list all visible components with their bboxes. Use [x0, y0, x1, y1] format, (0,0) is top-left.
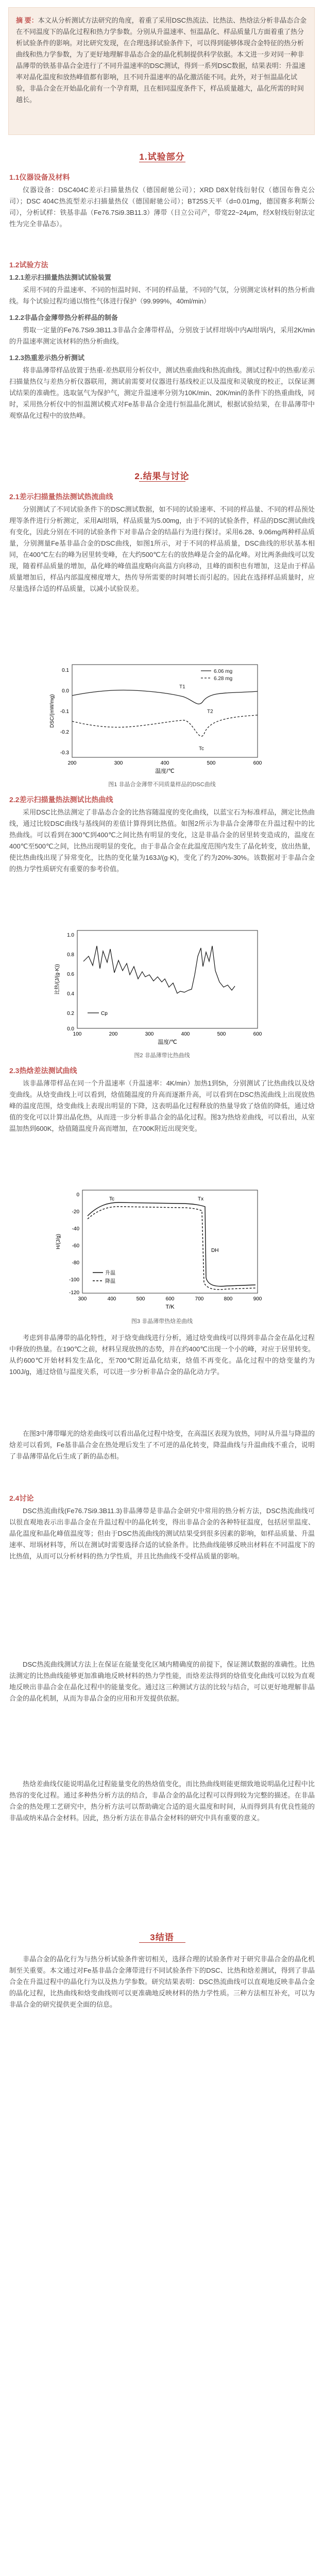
figure-3-legend-1: 升温 [105, 1270, 115, 1276]
figure-1-svg [46, 659, 278, 778]
figure-1-caption: 图1 非晶合金薄带不同质量样品的DSC曲线 [108, 782, 216, 788]
figure-3-x-tick: 700 [195, 1296, 204, 1302]
figure-3-y-tick: 0 [76, 1192, 79, 1198]
figure-1-xlabel: 温度/℃ [155, 768, 175, 774]
figure-3-plot-frame [82, 1190, 258, 1293]
figure-1-x-ticks [68, 760, 262, 766]
figure-1-y-tick: -0.3 [60, 750, 69, 756]
figure-1-x-tick: 400 [160, 760, 169, 766]
figure-3-y-tick: -100 [69, 1277, 79, 1283]
figure-2-x-tick: 300 [145, 1031, 154, 1037]
figure-1-x-tick: 500 [207, 760, 216, 766]
figure-2-xlabel: 温度/℃ [158, 1039, 177, 1045]
figure-3-y-tick: -120 [69, 1290, 79, 1296]
section-1-title: 1.试验部分 [139, 152, 185, 162]
figure-2-x-tick: 600 [253, 1031, 262, 1037]
figure-3-y-ticks [69, 1192, 79, 1296]
section-2-3-heading: 2.3热焓差法测试曲线 [9, 1066, 77, 1075]
section-2-2-text: 采用DSC比热法测定了非晶态合金的比热容随温度的变化曲线，以蓝宝石为标准样品，测定比热曲线，通过比较DSC曲线与基线间的差值计算得到比热值。如图2所示为非晶合金薄带在升温过程中的比热曲线。可以看到在300℃到400℃之间比热有明显的变化，这是非晶合金的居里转变造成的，温度在400℃至500℃之间，比热出现明显的变化，由于非晶合金在此温度范围内发生了晶化转变，放出热量，使比热曲线出现了异常变化，比热的变化量为163J/(g·K)，变化了约为20%-30%。该数据对于非晶合金的热力学性质研究有重要的参考价值。 [9, 808, 315, 873]
abstract-box [8, 7, 315, 135]
figure-2-x-tick: 500 [217, 1031, 226, 1037]
section-2-2-heading: 2.2差示扫描量热法测试比热曲线 [9, 795, 113, 804]
figure-3-x-tick: 600 [165, 1296, 175, 1302]
section-2-1-text: 分别测试了不同试验条件下的DSC测试数据，如不同的试验速率、不同的样品量、不同的样品预处理等条件进行分析测定，采用Al坩埚，样品质量为5.00mg，由于不同的试验条件，样品的DSC测试曲线有变化，因此分别在不同的试验条件下对非晶合金的结晶行为进行探讨。采用6.28、9.06mg两种样品质量，分别测量Fe基非晶合金的DSC曲线，如图1所示，对于不同的样品质量，DSC曲线的形状基本相同，在400℃左右的峰为居里转变峰，在大约500℃左右的放热峰是合金的晶化峰。对比两条曲线可以发现，随着样品质量的增加，晶化峰的峰值温度略向高温方向移动，且峰的面积也有增加，这是由于样品质量增加后，样品内部温度梯度增大，热传导所需要的时间增长而引起的。因此在选择样品质量时，应尽量选择合适的样品质量，以减小试验误差。 [9, 505, 315, 592]
figure-2-y-tick: 0.8 [67, 952, 74, 958]
section-3-divider [139, 1942, 185, 1943]
figure-2-x-ticks [73, 1031, 262, 1037]
figure-2-y-tick: 1.0 [67, 933, 74, 938]
figure-3-x-tick: 900 [253, 1296, 262, 1302]
figure-2-x-tick: 200 [109, 1031, 118, 1037]
section-2-4-text-2: DSC热流曲线测试方法上在保证在能量变化区域内精确度的前提下，保证测试数据的准确性。比热法测定的比热曲线能够更加准确地反映材料的热力学性能，而焓差法得到的焓值变化曲线可以较为直观地反映出非晶合金在晶化过程中的能量变化。通过这三种测试方法的比较与结合，可以更好地理解非晶合金的晶化机制，从而为非晶合金的应用和开发提供依据。 [9, 1660, 315, 1702]
figure-1-y-tick: 0.0 [62, 688, 69, 694]
figure-2 [52, 925, 273, 1049]
section-1-1-heading: 1.1仪器设备及材料 [9, 173, 70, 181]
figure-2-y-tick: 0.0 [67, 1026, 74, 1032]
section-1-2-2-heading: 1.2.2非晶合金薄带热分析样品的制备 [9, 314, 118, 321]
section-2-divider [139, 481, 185, 482]
section-2-3-text-3: 在图3中薄带曝光的焓差曲线可以看出晶化过程中焓变，在高温区表现为放热，同时从升温与降温的焓差可以看到，Fe基非晶合金在热处理后发生了不可逆的晶化转变，降温曲线与升温曲线不重合，说明了非晶薄带晶化后生成了新的晶态相。 [9, 1430, 315, 1460]
section-1-2-3-text: 将非晶薄带样品放置于热重-差热联用分析仪中，测试热重曲线和热流曲线。测试过程中的热重/差示扫描量热仪与差热分析仪器联用，测试前需要对仪器进行基线校正以及温度和灵敏度的校正，以保证测试结果的准确性。选取氩气为保护气，测定升温速率分别为10K/min、20K/min的条件下的热重曲线，同时，采用热分析仪中的恒温测试模式对Fe基非晶合金进行恒温晶化测试，根据试验结果，在非晶薄带中观察晶化过程中的放热峰。 [9, 366, 315, 419]
figure-1-legend-1: 6.06 mg [214, 669, 233, 674]
figure-1-y-tick: -0.1 [60, 709, 69, 715]
figure-2-y-tick: 0.6 [67, 972, 74, 977]
figure-3-x-tick: 500 [136, 1296, 145, 1302]
figure-3-x-ticks [78, 1296, 262, 1302]
figure-3-annotation-tx: Tx [198, 1196, 204, 1202]
section-1-2-heading: 1.2试验方法 [9, 261, 48, 269]
figure-3-y-tick: -40 [72, 1226, 79, 1232]
figure-2-y-ticks [67, 933, 74, 1032]
figure-1-x-tick: 200 [67, 760, 77, 766]
abstract-text: 本文从分析测试方法研究的角度，着重了采用DSC热流法、比热法、热焓法分析非晶态合金在不同温度下的晶化过程和热力学参数。分别从升温速率、恒温晶化、样品质量几方面着重了热分析试验条件的影响。对比研究发现，在合理选择试验条件下，可以得到能够体现合金特征的热分析曲线和热力学参数，为了更好地理解非晶态合金的晶化机制提供科学依据。本文进一步对同一种非晶薄带的铁基非晶合金进行了不同升温速率的DSC测试，得到一系列DSC数据，结果表明：升温速率对晶化温度和放热峰值都有影响，且不同升温速率的晶化激活能不同。此外，对于恒温晶化试验，非晶合金在开始晶化前有一个孕育期，且在相同温度条件下，样品质量越大，晶化所需的时间越长。 [16, 16, 307, 104]
figure-2-caption: 图2 非晶薄带比热曲线 [134, 1053, 190, 1059]
figure-1-y-tick: 0.1 [62, 668, 69, 673]
figure-3-x-tick: 300 [78, 1296, 87, 1302]
figure-3-x-tick: 400 [107, 1296, 116, 1302]
figure-3-svg [52, 1185, 273, 1314]
figure-2-x-tick: 100 [73, 1031, 82, 1037]
figure-2-legend-cp: Cp [101, 1011, 108, 1016]
figure-2-x-tick: 400 [181, 1031, 190, 1037]
figure-1-annotation-tc: Tc [199, 746, 204, 752]
section-1-1-text: 仪器设备：DSC404C差示扫描量热仪（德国耐驰公司）；XRD D8X射线衍射仪（德国布鲁克公司）；DSC 404C热流型差示扫描量热仪（德国耐驰公司）；BT25S天平（d=0.01mg，德国赛多利斯公司），分析试样：铁基非晶（Fe76.7Si9.3B11.3）薄带（日立公司产，带宽22~24μm，经X射线衍射法定性为完全非晶态）。 [9, 186, 315, 228]
figure-2-ylabel: 比热/(J/(g·K)) [55, 964, 60, 995]
section-2-4-heading: 2.4讨论 [9, 1494, 34, 1502]
figure-1-x-tick: 300 [114, 760, 123, 766]
abstract-label: 摘 要： [16, 16, 38, 24]
figure-3-legend-2: 降温 [105, 1279, 115, 1284]
section-1-2-1-text: 采用不同的升温速率、不同的恒温时间、不同的样品量，不同的气氛，分别测定该材料的热分析曲线。每个试验过程均通以惰性气体进行保护（99.999%，40ml/min） [9, 286, 315, 305]
figure-1-y-tick: -0.2 [60, 730, 69, 735]
section-3-title: 3结语 [150, 1933, 174, 1942]
figure-2-y-tick: 0.4 [67, 991, 74, 997]
section-1-2-2-text: 剪取一定量的Fe76.7Si9.3B11.3非晶合金薄带样品，分别放于试样坩埚中内Al坩埚内，采用2K/min的升温速率测定该材料的热分析曲线。 [9, 326, 315, 345]
figure-3-ylabel: H/(J/g) [56, 1234, 61, 1249]
figure-1-ylabel: DSC/(mW/mg) [49, 694, 55, 728]
section-2-4-text-3: 热焓差曲线仅能说明晶化过程能量变化的热焓值变化，而比热曲线则能更细致地说明晶化过程中比热容的变化过程。通过多种热分析方法的结合，非晶合金的晶化过程可以得到较为完整的描述。在非晶合金的热处理工艺研究中，热分析方法可以帮助确定合适的退火温度和时间，从而得到具有优良性能的非晶或纳米晶合金材料。因此，热分析方法在非晶合金材料的研究中具有重要的意义。 [9, 1780, 315, 1822]
figure-3-xlabel: T/K [165, 1304, 175, 1310]
figure-1 [46, 659, 278, 778]
section-2-4-text-1: DSC热流曲线(Fe76.7Si9.3B11.3)非晶薄带是非晶合金研究中常用的热分析方法，DSC热流曲线可以很直观地表示出非晶合金在升温过程中的晶化转变，得出非晶合金的各种特征温度，包括居里温度、晶化温度和晶化峰值温度等；但由于DSC热流曲线的测试结果受到很多因素的影响，如样品质量、升温速率、坩埚材料等，所以在测试时需要选择合适的试验条件。比热曲线能够反映出材料在不同温度下的比热值，从而可以分析材料的热力学性质，并且比热曲线不受样品质量的影响。 [9, 1507, 315, 1560]
figure-3-y-tick: -60 [72, 1243, 79, 1249]
section-2-3-text-2: 考虑到非晶薄带的晶化特性，对于焓变曲线进行分析，通过焓变曲线可以得到非晶合金在晶化过程中释放的热量。在190℃之前，材料呈现放热的态势，并在约400℃出现一个小的峰，对应于居里转变。从约600℃开始材料发生晶化，至700℃附近晶化结束，焓值不再变化。晶化过程中的焓变量约为100J/g，通过焓值与温度关系，可以进一步分析非晶合金的晶化动力学。 [9, 1334, 315, 1376]
figure-2-y-tick: 0.2 [67, 1011, 74, 1016]
figure-3-x-tick: 800 [224, 1296, 233, 1302]
figure-3-annotation-dh: DH [211, 1248, 219, 1253]
figure-3 [52, 1185, 273, 1314]
figure-3-y-tick: -20 [72, 1209, 79, 1215]
figure-1-legend-2: 6.28 mg [214, 676, 233, 682]
figure-1-x-tick: 600 [253, 760, 262, 766]
figure-1-y-ticks [60, 668, 70, 756]
figure-3-y-tick: -80 [72, 1260, 79, 1266]
figure-1-annotation-t1: T1 [179, 684, 185, 690]
section-1-2-3-heading: 1.2.3热重差示热分析测试 [9, 354, 84, 362]
figure-2-svg [52, 925, 273, 1049]
figure-3-annotation-tc: Tc [109, 1196, 114, 1202]
section-2-3-text-1: 该非晶薄带样品在同一个升温速率（升温速率：4K/min）加热1到5h，分别测试了比热曲线以及焓变曲线。从焓变曲线上可以看到，焓值随温度的升高而逐渐升高，可以看到在DSC热流曲线上出现放热峰的温度范围，焓变曲线上表现出明显的下降，这表明晶化过程释放的热量导致了焓值的降低，通过焓值的变化可以计算出晶化热，从而进一步分析非晶合金的晶化过程。图3为热焓差曲线，可以看出，从室温加热到600K，焓值随温度升高而增加，在700K附近出现突变。 [9, 1079, 315, 1132]
figure-3-caption: 图3 非晶薄带热焓差曲线 [131, 1318, 193, 1325]
section-2-1-heading: 2.1差示扫描量热法测试热流曲线 [9, 493, 113, 501]
section-3-text: 非晶合金的晶化行为与热分析试验条件密切相关，选择合理的试验条件对于研究非晶合金的晶化机制至关重要。本文通过对Fe基非晶合金薄带进行不同试验条件下的DSC、比热和焓差测试，得到了非晶合金在升温过程中的晶化行为以及热力学参数。研究结果表明：DSC热流曲线可以直观地反映非晶合金的晶化过程，比热曲线和焓变曲线则可以更准确地反映材料的热力学性质。三种方法相互补充，可以为非晶合金的研究提供更全面的信息。 [9, 1955, 315, 2008]
section-2-title: 2.结果与讨论 [134, 471, 190, 481]
section-1-2-1-heading: 1.2.1差示扫描量热法测试试验装置 [9, 274, 111, 281]
figure-1-annotation-t2: T2 [207, 709, 213, 715]
